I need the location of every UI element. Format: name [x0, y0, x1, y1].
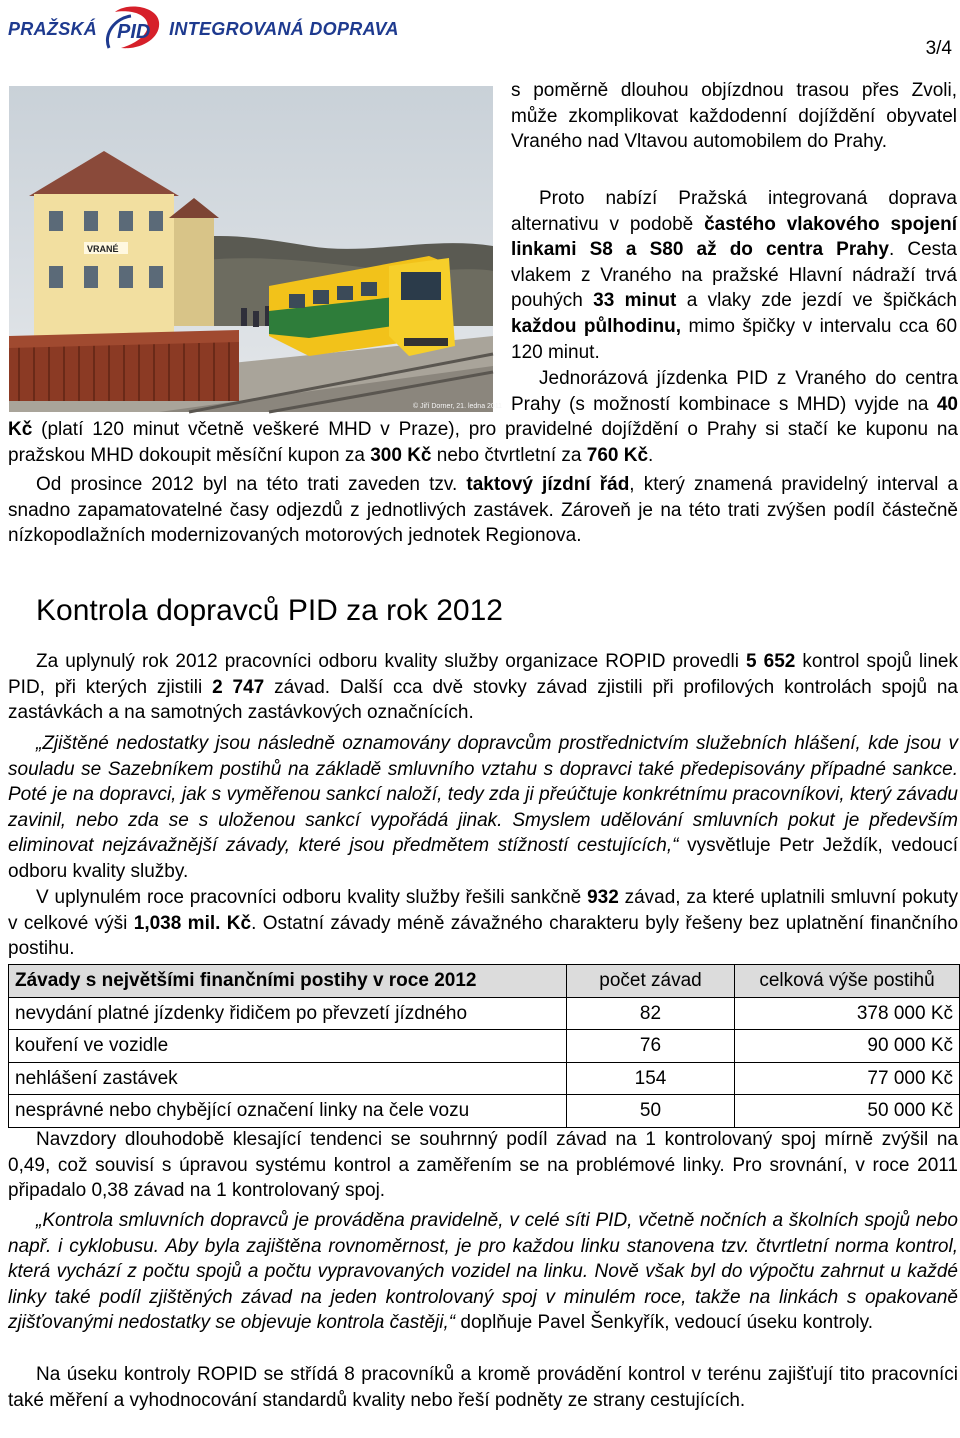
- table-cell: nehlášení zastávek: [9, 1062, 567, 1095]
- pid-logo-icon: [101, 4, 165, 54]
- paragraph-5: [8, 649, 958, 726]
- paragraph-3: [8, 366, 958, 468]
- paragraph-7-text-a: V uplynulém roce pracovníci odboru kvality služby řešili sankčně: [36, 887, 588, 908]
- paragraph-5-bold-d: 2 747: [212, 676, 265, 698]
- paragraph-3-text-e: nebo čtvrtletní za: [431, 444, 587, 466]
- station-photo: [9, 86, 503, 412]
- paragraph-9-quote: [8, 1208, 958, 1336]
- page-header: [0, 0, 960, 58]
- station-sign: VRANÉ: [87, 244, 119, 254]
- pid-logo: [8, 4, 399, 54]
- paragraph-7-text-e: . Ostatní závady méně závažného charakteru byly řešeny bez uplatnění finančního postihu.: [8, 912, 959, 960]
- table-cell: 77 000 Kč: [735, 1062, 960, 1095]
- quote-attribution-jezdik: vysvětluje Petr Ježdík, vedoucí odboru kvality služby.: [8, 835, 959, 882]
- quote-text-senkyrik: „Kontrola smluvních dopravců je prováděna pravidelně, v celé síti PID, včetně nočních a školních spojů nebo např. i cyklobusu. Aby byla zajištěna rovnoměrnost, je pro každou linku stanovena tzv. čtvrtletní norma kontrol, která vychází z počtu spojů a počtu vypravovaných vozidel na linku. Nově však byl do výpočtu zahrnut u každé linky také podíl zjištěných závad na jeden kontrolovaný spoj v minulém roce, takže na linkách s opakovaně zjišťovanými nedostatky se objevuje kontrola častěji,“: [8, 1210, 958, 1334]
- paragraph-4-text-a: Od prosince 2012 byl na této trati zaveden tzv.: [36, 474, 467, 495]
- table-header-cell: počet závad: [567, 965, 735, 998]
- paragraph-4-bold-b: taktový jízdní řád: [466, 474, 630, 495]
- table-header-title: Závady s největšími finančními postihy v roce 2012: [15, 970, 477, 992]
- paragraph-3-text-g: .: [648, 444, 654, 466]
- table-cell: nevydání platné jízdenky řidičem po převzetí jízdného: [9, 997, 567, 1030]
- pid-logo-mark-text: PID: [117, 21, 151, 43]
- page-number: 3/4: [925, 38, 952, 59]
- paragraph-2-bold-f: každou půlhodinu,: [511, 315, 681, 337]
- table-cell: kouření ve vozidle: [9, 1030, 567, 1063]
- paragraph-7: [8, 885, 958, 962]
- paragraph-8-text: Navzdory dlouhodobě klesající tendenci se souhrnný podíl závad na 1 kontrolovaný spoj mírně zvýšil na 0,49, což souvisí s úpravou systému kontrol a zaměřením se na problémové linky. Pro srovnání, v roce 2011 připadalo 0,38 závad na 1 kontrolovaný spoj.: [8, 1129, 958, 1202]
- table-cell: nesprávné nebo chybějící označení linky na čele vozu: [9, 1095, 567, 1128]
- paragraph-5-bold-b: 5 652: [746, 651, 796, 672]
- paragraph-5-text-e: závad. Další cca dvě stovky závad zjistili při profilových kontrolách spojů na zastávkách a na samotných zastávkových označnících.: [8, 676, 958, 724]
- paragraph-1-text: s poměrně dlouhou objízdnou trasou přes Zvoli, může zkomplikovat každodenní dojíždění obyvatel Vraného nad Vltavou automobilem do Prahy.: [511, 80, 957, 153]
- table-header-row: [9, 965, 960, 998]
- paragraph-2-bold-b: častého vlakového spojení linkami S8 a S80 až do centra Prahy: [511, 213, 957, 261]
- paragraph-1: [511, 78, 957, 155]
- table-row: [9, 997, 960, 1030]
- table-cell: 378 000 Kč: [735, 997, 960, 1030]
- paragraph-4: [8, 472, 958, 549]
- paragraph-2: [511, 186, 957, 365]
- paragraph-3-text-c: (platí 120 minut včetně veškeré MHD v Praze), pro pravidelné dojíždění o Prahy si stačí ke kuponu na pražskou MHD dokoupit měsíční kupon za: [8, 419, 958, 466]
- paragraph-8: [8, 1127, 958, 1204]
- paragraph-2-text-a: Proto nabízí Pražská integrovaná doprava alternativu v podobě: [511, 188, 957, 235]
- train-station-image: [9, 86, 503, 412]
- section-heading: Kontrola dopravců PID za rok 2012: [36, 594, 503, 627]
- paragraph-3-bold-d: 300 Kč: [370, 444, 432, 466]
- table-row: [9, 1030, 960, 1063]
- quote-attribution-senkyrik: doplňuje Pavel Šenkyřík, vedoucí úseku kontroly.: [455, 1312, 873, 1334]
- fines-table: [8, 964, 960, 1128]
- table-cell: 76: [567, 1030, 735, 1063]
- table-cell: 50 000 Kč: [735, 1095, 960, 1128]
- paragraph-5-text-c: kontrol spojů linek PID, při kterých zjistili: [8, 651, 959, 698]
- paragraph-7-text-c: závad, za které uplatnili smluvní pokuty v celkové výši: [8, 887, 958, 934]
- photo-credit: © Jiří Dorner, 21. ledna 2011: [413, 403, 503, 410]
- table-header-cell: [9, 965, 567, 998]
- table-header-cell: celková výše postihů: [735, 965, 960, 998]
- paragraph-3-text-a: Jednorázová jízdenka PID z Vraného do centra Prahy (s možností kombinace s MHD) vyjde na: [511, 368, 958, 415]
- table-cell: 90 000 Kč: [735, 1030, 960, 1063]
- paragraph-2-text-e: a vlaky zde jezdí ve špičkách: [676, 290, 957, 312]
- quote-text-jezdik: „Zjištěné nedostatky jsou následně oznamovány dopravcům prostřednictvím služebních hlášení, kde jsou v souladu se Sazebníkem postihů na základě smluvního vztahu s dopravci také předepisovány případné sankce. Poté je na dopravci, jak s vyměřenou sankcí naloží, tedy zda ji přeúčtuje konkrétnímu pracovníkovi, který závadu zavinil, nebo zda se s uloženou sankcí vypořádá jinak. Smyslem udělování smluvních pokut je především eliminovat nejzávažnější závady, které jsou předmětem stížností cestujících,“: [8, 733, 958, 857]
- logo-text-left: PRAŽSKÁ: [8, 18, 98, 39]
- table-row: [9, 1062, 960, 1095]
- pid-logo-mark: [101, 4, 165, 54]
- paragraph-7-bold-d: 1,038 mil. Kč: [133, 912, 252, 934]
- paragraph-10-text: Na úseku kontroly ROPID se střídá 8 pracovníků a kromě provádění kontrol v terénu zajišťují tito pracovníci také měření a vyhodnocování standardů kvality nebo řeší podněty ze strany cestujících.: [8, 1364, 958, 1411]
- paragraph-10: [8, 1362, 958, 1413]
- table-cell: 50: [567, 1095, 735, 1128]
- logo-text-right: INTEGROVANÁ DOPRAVA: [169, 18, 399, 39]
- paragraph-2-bold-d: 33 minut: [593, 290, 677, 312]
- paragraph-4-text-c: , který znamená pravidelný interval a snadno zapamatovatelné časy odjezdů z jednotlivých zastávek. Zároveň je na této trati zvýšen podíl částečně nízkopodlažních modernizovaných motorových jednotek Regionova.: [8, 474, 958, 547]
- paragraph-7-bold-b: 932: [587, 887, 619, 908]
- paragraph-3-bold-b: 40 Kč: [8, 393, 958, 441]
- table-cell: 82: [567, 997, 735, 1030]
- paragraph-5-text-a: Za uplynulý rok 2012 pracovníci odboru kvality služby organizace ROPID provedli: [36, 651, 747, 672]
- table-cell: 154: [567, 1062, 735, 1095]
- paragraph-2-text-g: mimo špičky v intervalu cca 60 120 minut.: [511, 315, 958, 363]
- paragraph-2-text-c: . Cesta vlakem z Vraného na pražské Hlavní nádraží trvá pouhých: [511, 239, 957, 312]
- paragraph-6-quote: [8, 731, 958, 885]
- paragraph-3-bold-f: 760 Kč: [586, 444, 649, 466]
- table-row: [9, 1095, 960, 1128]
